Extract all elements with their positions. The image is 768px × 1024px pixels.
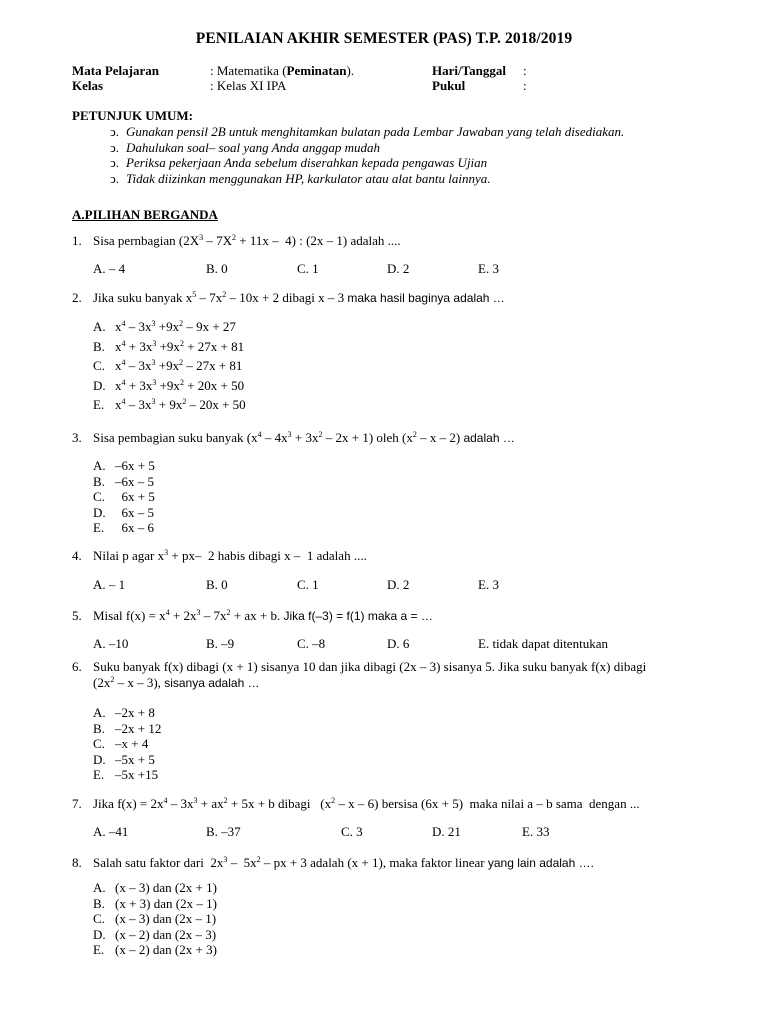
question-number: 8. [72,855,82,870]
question-text: Nilai p agar $x^3 + px-$ 2 habis dibagi x – 1 adalah .... [93,548,367,563]
question-5 [72,608,712,624]
option-d[interactable]: D. $x^4 + 3x^3 +9x^2 + 20x + 50$ [93,377,245,393]
option-a[interactable]: A. –41 [93,824,129,839]
question-4 [72,548,712,564]
option-e[interactable]: E. 6x – 6 [93,520,154,536]
subject-label: Mata Pelajaran [72,63,160,78]
option-c[interactable]: C. (x – 3) dan (2x – 1) [93,911,217,927]
option-d[interactable]: D. 2 [387,577,410,592]
question-number: 4. [72,548,82,563]
option-e[interactable]: E. 33 [522,824,550,839]
option-a[interactable]: A. (x – 3) dan (2x + 1) [93,880,217,895]
question-1 [72,233,712,249]
instruction-item: ↄ. Dahulukan soal– soal yang Anda anggap mudah [110,139,380,155]
option-d[interactable]: D. 6x – 5 [93,504,154,520]
section-title: A.PILIHAN BERGANDA [72,207,218,222]
question-number: 3. [72,430,82,445]
option-c[interactable]: C. –x + 4 [93,736,149,752]
option-c[interactable]: C. 1 [297,261,319,276]
option-d[interactable]: D. –5x + 5 [93,751,155,767]
instruction-marker: ↄ. [110,139,120,155]
option-b[interactable]: B. –2x + 12 [93,720,162,736]
instruction-marker: ↄ. [110,170,120,186]
option-e[interactable]: E. 3 [478,261,499,276]
option-e[interactable]: E. $x^4 - 3x^3 + 9x^2 - 20x + 50$ [93,397,246,413]
day-date-label: Hari/Tanggal [432,63,506,78]
instructions-heading: PETUNJUK UMUM: [72,108,193,123]
instruction-marker: ↄ. [110,155,120,170]
option-b[interactable]: B. 0 [206,261,228,276]
option-a[interactable]: A. –2x + 8 [93,705,155,720]
option-d[interactable]: D. (x – 2) dan (2x – 3) [93,926,217,942]
subject-value: : Matematika (Peminatan). [210,63,355,78]
option-a[interactable]: A. –6x + 5 [93,458,155,473]
option-b[interactable]: B. $x^4 + 3x^3 +9x^2 + 27x + 81$ [93,338,245,354]
option-e[interactable]: E. (x – 2) dan (2x + 3) [93,942,217,958]
instruction-item: ↄ. Gunakan pensil 2B untuk menghitamkan bulatan pada Lembar Jawaban yang telah disediakan. [110,124,625,139]
question-3 [72,430,712,446]
question-number: 6. [72,659,82,674]
time-label: Pukul [432,78,466,93]
options-q6 [93,705,161,783]
instructions-list [110,124,670,186]
question-number: 1. [72,233,82,248]
instruction-marker: ↄ. [110,124,120,139]
question-number: 2. [72,290,82,305]
option-b[interactable]: B. –9 [206,636,235,651]
option-d[interactable]: D. 21 [432,824,461,839]
question-2 [72,290,712,306]
option-a[interactable]: A. – 4 [93,261,126,276]
day-date-value: : [523,63,527,78]
option-c[interactable]: C. $x^4 - 3x^3 +9x^2 - 27x + 81$ [93,358,243,374]
instruction-item: ↄ. Periksa pekerjaan Anda sebelum diserahkan kepada pengawas Ujian [110,155,488,170]
option-c[interactable]: C. 6x + 5 [93,489,155,505]
time-value: : [523,78,527,93]
class-label: Kelas [72,78,104,93]
question-text: Sisa pernbagian $(2X^3 - 7X^2 + 11x - 4)$ : (2x – 1) adalah .... [93,233,401,248]
option-b[interactable]: B. 0 [206,577,228,592]
question-number: 7. [72,796,82,811]
option-b[interactable]: B. –6x – 5 [93,473,154,489]
question-text: Jika suku banyak $x^5 - 7x^2 - 10x + 2$ dibagi x – 3 maka hasil baginya adalah … [93,290,505,305]
question-text: Sisa pembagian suku banyak $(x^4 - 4x^3 + 3x^2 - 2x + 1)$ oleh ($x^2$ – x – 2) adalah … [93,430,515,445]
class-value: : Kelas XI IPA [210,78,287,93]
question-text: Salah satu faktor dari $2x^3 - 5x^2$ – px + 3 adalah (x + 1), maka faktor linear yang lain adalah …. [93,855,594,870]
option-d[interactable]: D. 2 [387,261,410,276]
option-b[interactable]: B. (x + 3) dan (2x – 1) [93,895,217,911]
option-a[interactable]: A. $x^4 - 3x^3 +9x^2 - 9x + 27$ [93,319,236,334]
question-text: Misal $f(x) = x^4 + 2x^3 - 7x^2$ + ax + b. Jika f(–3) = f(1) maka a = … [93,608,433,623]
options-q3 [93,458,155,536]
question-number: 5. [72,608,82,623]
options-q2 [93,319,246,413]
question-7 [72,796,712,812]
option-b[interactable]: B. –37 [206,824,241,839]
option-e[interactable]: E. 3 [478,577,499,592]
question-text: Suku banyak f(x) dibagi (x + 1) sisanya 10 dan jika dibagi (2x – 3) sisanya 5. Jika suku banyak f(x) dibagi ($2x^2$ – x – 3), sisanya adalah … [93,659,647,690]
option-d[interactable]: D. 6 [387,636,410,651]
option-c[interactable]: C. 3 [341,824,363,839]
instruction-item: ↄ. Tidak diizinkan menggunakan HP, karkulator atau alat bantu lainnya. [110,170,491,186]
option-a[interactable]: A. – 1 [93,577,126,592]
question-6 [72,659,712,691]
option-a[interactable]: A. –10 [93,636,129,651]
question-text: Jika $f(x) = 2x^4 - 3x^3 + ax^2 + 5x + b$ dibagi ($x^2$ – x – 6) bersisa (6x + 5) maka nilai a – b sama dengan ... [93,796,640,811]
option-e[interactable]: E. tidak dapat ditentukan [478,636,608,651]
option-c[interactable]: C. 1 [297,577,319,592]
page-title: PENILAIAN AKHIR SEMESTER (PAS) T.P. 2018/2019 [195,30,573,47]
options-q8 [93,880,217,958]
option-c[interactable]: C. –8 [297,636,326,651]
question-8 [72,855,712,871]
option-e[interactable]: E. –5x +15 [93,767,159,783]
